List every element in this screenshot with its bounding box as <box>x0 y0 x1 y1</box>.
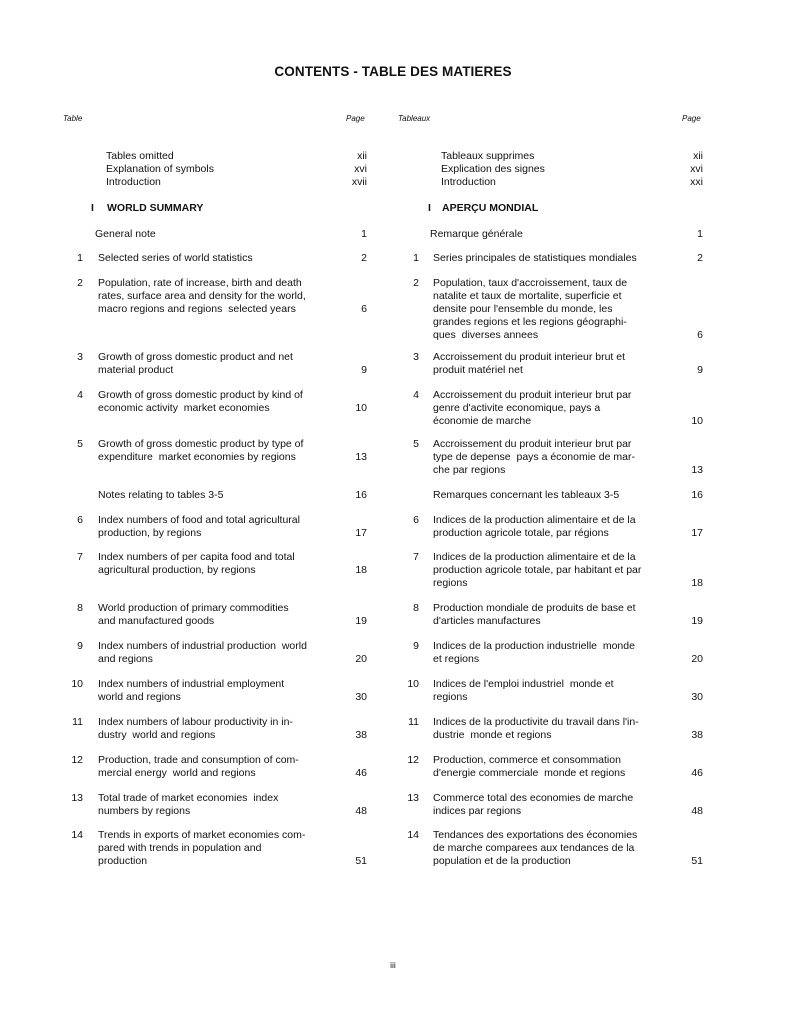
entry-title-line: Growth of gross domestic product and net <box>98 351 293 363</box>
prelim-page: xvii <box>351 176 367 188</box>
entry-number: 14 <box>71 829 83 841</box>
entry-title-line: Production, commerce et consommation <box>433 754 621 766</box>
entry-number: 9 <box>77 640 83 652</box>
entry-title-line: Index numbers of labour productivity in in- <box>98 716 293 728</box>
entry-number: 1 <box>413 252 419 264</box>
entry-title-line: Population, rate of increase, birth and death <box>98 277 302 289</box>
entry-title-line: pared with trends in population and <box>98 842 262 854</box>
entry-number: 5 <box>77 438 83 450</box>
entry-page: 19 <box>691 615 703 627</box>
entry-number: 3 <box>77 351 83 363</box>
entry-title-line: Indices de la production industrielle monde <box>433 640 635 652</box>
entry-number: 7 <box>77 551 83 563</box>
entry-title-line: Remarques concernant les tableaux 3-5 <box>433 489 620 501</box>
entry-title-line: che par regions <box>433 464 506 476</box>
entry-number: 2 <box>77 277 83 289</box>
entry-page: 18 <box>355 564 367 576</box>
entry-number: 10 <box>407 678 419 690</box>
entry-title-line: genre d'activite economique, pays a <box>433 402 601 414</box>
entry-page: 17 <box>355 527 367 539</box>
entry-number: 14 <box>407 829 419 841</box>
page-title: CONTENTS - TABLE DES MATIERES <box>274 64 512 79</box>
entry-number: 6 <box>77 514 83 526</box>
general-note-label: General note <box>95 228 156 240</box>
entry-number: 3 <box>413 351 419 363</box>
entry-title-line: densite pour l'ensemble du monde, les <box>433 303 613 315</box>
entry-number: 8 <box>77 602 83 614</box>
entry-title-line: produit matériel net <box>433 364 523 376</box>
prelim-page: xvi <box>354 163 367 175</box>
entry-title-line: Accroissement du produit interieur brut par <box>433 438 632 450</box>
prelim-label: Tableaux supprimes <box>441 150 535 162</box>
entry-title-line: d'articles manufactures <box>433 615 541 627</box>
entry-title-line: ques diverses annees <box>433 329 539 341</box>
entry-title-line: material product <box>98 364 174 376</box>
entry-page: 48 <box>691 805 703 817</box>
entry-title-line: type de depense pays a économie de mar- <box>433 451 635 463</box>
entry-number: 4 <box>413 389 419 401</box>
entry-title-line: Accroissement du produit interieur brut et <box>433 351 626 363</box>
entry-title-line: Index numbers of per capita food and total <box>98 551 295 563</box>
right-column-head-table: Tableaux <box>398 114 431 123</box>
entry-number: 8 <box>413 602 419 614</box>
entry-title-line: and manufactured goods <box>98 615 215 627</box>
prelim-label: Explication des signes <box>441 163 545 175</box>
entry-page: 48 <box>355 805 367 817</box>
entry-page: 51 <box>355 855 367 867</box>
entry-page: 16 <box>355 489 367 501</box>
entry-title-line: natalite et taux de mortalite, superficie et <box>433 290 622 302</box>
entry-title-line: mercial energy world and regions <box>98 767 256 779</box>
entry-title-line: Trends in exports of market economies com- <box>98 829 306 841</box>
entry-title-line: de marche comparees aux tendances de la <box>433 842 635 854</box>
entry-title-line: production agricole totale, par régions <box>433 527 609 539</box>
entry-title-line: Population, taux d'accroissement, taux de <box>433 277 628 289</box>
page-number: iii <box>390 960 396 970</box>
general-note-page: 1 <box>361 228 367 240</box>
entry-number: 13 <box>407 792 419 804</box>
prelim-page: xii <box>357 150 367 162</box>
entry-page: 18 <box>691 577 703 589</box>
entry-page: 30 <box>691 691 703 703</box>
entry-title-line: Indices de la production alimentaire et de la <box>433 514 636 526</box>
entry-title-line: économie de marche <box>433 415 532 427</box>
prelim-label: Explanation of symbols <box>106 163 214 175</box>
entry-page: 10 <box>691 415 703 427</box>
entry-title-line: Indices de l'emploi industriel monde et <box>433 678 614 690</box>
entry-title-line: Series principales de statistiques mondiales <box>433 252 637 264</box>
prelim-page: xii <box>693 150 703 162</box>
entry-page: 9 <box>361 364 367 376</box>
entry-title-line: et regions <box>433 653 480 665</box>
entry-page: 13 <box>355 451 367 463</box>
entry-title-line: expenditure market economies by regions <box>98 451 296 463</box>
entry-number: 10 <box>71 678 83 690</box>
entry-page: 51 <box>691 855 703 867</box>
entry-title-line: Total trade of market economies index <box>98 792 279 804</box>
entry-page: 38 <box>355 729 367 741</box>
entry-number: 11 <box>72 716 83 728</box>
entry-page: 16 <box>691 489 703 501</box>
entry-page: 20 <box>355 653 367 665</box>
entry-title-line: Indices de la production alimentaire et de la <box>433 551 636 563</box>
entry-number: 11 <box>408 716 419 728</box>
prelim-page: xxi <box>690 176 703 188</box>
entry-page: 6 <box>361 303 367 315</box>
entry-page: 20 <box>691 653 703 665</box>
entry-title-line: production, by regions <box>98 527 202 539</box>
entry-title-line: d'energie commerciale monde et regions <box>433 767 626 779</box>
right-column-head-page: Page <box>682 114 701 123</box>
entry-title-line: population et de la production <box>433 855 571 867</box>
section-title: WORLD SUMMARY <box>107 202 204 214</box>
entry-title-line: regions <box>433 577 468 589</box>
entry-title-line: Growth of gross domestic product by kind of <box>98 389 303 401</box>
entry-title-line: World production of primary commodities <box>98 602 289 614</box>
entry-number: 7 <box>413 551 419 563</box>
entry-number: 5 <box>413 438 419 450</box>
entry-page: 46 <box>355 767 367 779</box>
entry-title-line: Accroissement du produit interieur brut par <box>433 389 632 401</box>
entry-number: 1 <box>77 252 83 264</box>
entry-page: 38 <box>691 729 703 741</box>
entry-title-line: production agricole totale, par habitant et par <box>433 564 642 576</box>
entry-number: 2 <box>413 277 419 289</box>
left-column-head-page: Page <box>346 114 365 123</box>
entry-number: 12 <box>407 754 419 766</box>
prelim-label: Introduction <box>441 176 496 188</box>
entry-page: 10 <box>355 402 367 414</box>
entry-page: 17 <box>691 527 703 539</box>
entry-title-line: agricultural production, by regions <box>98 564 256 576</box>
entry-page: 9 <box>697 364 703 376</box>
entry-title-line: production <box>98 855 148 867</box>
entry-page: 30 <box>355 691 367 703</box>
entry-title-line: Notes relating to tables 3-5 <box>98 489 224 501</box>
prelim-page: xvi <box>690 163 703 175</box>
entry-title-line: dustrie monde et regions <box>433 729 552 741</box>
section-number: I <box>428 202 431 214</box>
entry-number: 13 <box>71 792 83 804</box>
entry-title-line: Production mondiale de produits de base et <box>433 602 636 614</box>
section-title: APERÇU MONDIAL <box>442 202 539 214</box>
left-column-head-table: Table <box>63 114 83 123</box>
entry-title-line: macro regions and regions selected years <box>98 303 296 315</box>
entry-title-line: Tendances des exportations des économies <box>433 829 638 841</box>
entry-number: 6 <box>413 514 419 526</box>
entry-page: 2 <box>361 252 367 264</box>
prelim-label: Tables omitted <box>106 150 174 162</box>
entry-title-line: grandes regions et les regions géographi- <box>433 316 627 328</box>
section-number: I <box>91 202 94 214</box>
entry-title-line: Indices de la productivite du travail dans l'in- <box>433 716 639 728</box>
prelim-label: Introduction <box>106 176 161 188</box>
entry-title-line: Commerce total des economies de marche <box>433 792 634 804</box>
entry-title-line: Selected series of world statistics <box>98 252 253 264</box>
entry-title-line: Production, trade and consumption of com- <box>98 754 299 766</box>
entry-title-line: dustry world and regions <box>98 729 216 741</box>
entry-title-line: indices par regions <box>433 805 522 817</box>
entry-title-line: Growth of gross domestic product by type of <box>98 438 304 450</box>
entry-page: 6 <box>697 329 703 341</box>
entry-title-line: world and regions <box>98 691 181 703</box>
general-note-page: 1 <box>697 228 703 240</box>
entry-page: 19 <box>355 615 367 627</box>
entry-title-line: Index numbers of industrial employment <box>98 678 285 690</box>
entry-title-line: economic activity market economies <box>98 402 270 414</box>
entry-number: 9 <box>413 640 419 652</box>
general-note-label: Remarque générale <box>430 228 523 240</box>
entry-title-line: and regions <box>98 653 153 665</box>
entry-title-line: rates, surface area and density for the world, <box>98 290 306 302</box>
entry-title-line: numbers by regions <box>98 805 191 817</box>
entry-page: 2 <box>697 252 703 264</box>
entry-number: 4 <box>77 389 83 401</box>
entry-page: 46 <box>691 767 703 779</box>
entry-page: 13 <box>691 464 703 476</box>
entry-title-line: regions <box>433 691 468 703</box>
entry-number: 12 <box>71 754 83 766</box>
entry-title-line: Index numbers of industrial production world <box>98 640 307 652</box>
entry-title-line: Index numbers of food and total agricultural <box>98 514 300 526</box>
